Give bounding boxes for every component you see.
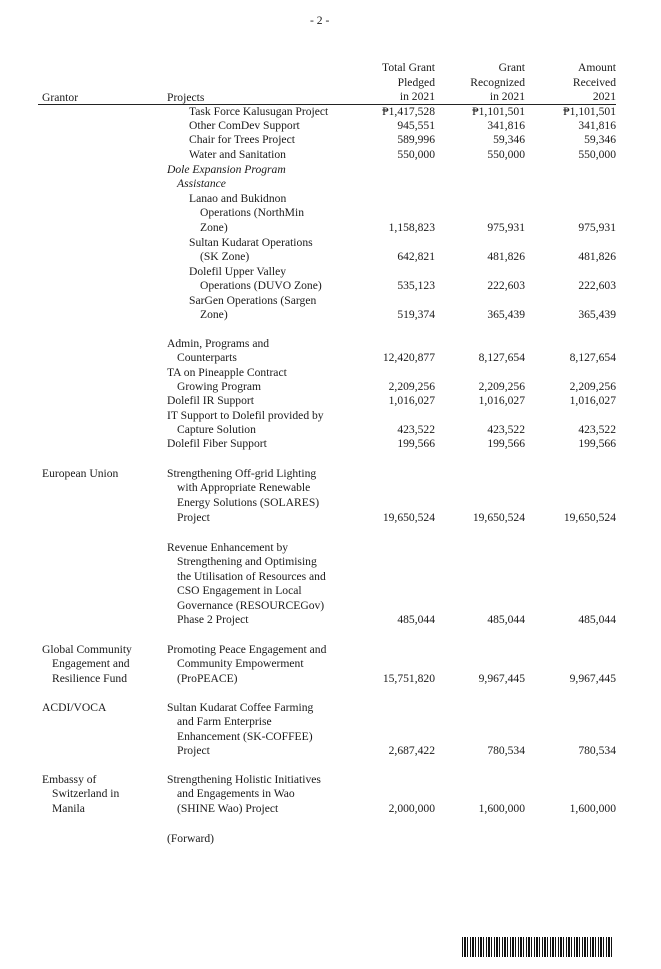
project-name-cont: Strengthening and Optimising bbox=[177, 555, 317, 568]
project-name: Other ComDev Support bbox=[189, 119, 300, 132]
pledged-value: 1,016,027 bbox=[388, 394, 435, 407]
section-heading bbox=[167, 163, 286, 178]
pledged-value: 519,374 bbox=[397, 308, 435, 321]
pledged-value: 19,650,524 bbox=[382, 511, 435, 524]
project-name-cont: Zone) bbox=[200, 308, 228, 321]
received-value: 19,650,524 bbox=[563, 511, 616, 524]
recognized-value: 19,650,524 bbox=[472, 511, 525, 524]
recognized-value: ₱1,101,501 bbox=[472, 105, 525, 118]
project-name: Chair for Trees Project bbox=[189, 133, 295, 146]
recognized-value: 975,931 bbox=[487, 221, 525, 234]
header-line: Total Grant bbox=[382, 61, 435, 74]
project-name-cont: Project bbox=[177, 744, 210, 757]
received-value: 550,000 bbox=[578, 148, 616, 161]
grantor-name-cont: Resilience Fund bbox=[52, 672, 128, 685]
project-name-cont: Zone) bbox=[200, 221, 228, 234]
header-grant-recognized bbox=[470, 61, 525, 105]
project-name: Dolefil IR Support bbox=[167, 394, 254, 407]
project-name: Water and Sanitation bbox=[189, 148, 286, 161]
received-value: 341,816 bbox=[578, 119, 616, 132]
header-line: Received bbox=[572, 75, 616, 89]
grantor-name: Global Community bbox=[42, 643, 132, 656]
pledged-value: 2,687,422 bbox=[388, 744, 435, 757]
pledged-value: 485,044 bbox=[397, 613, 435, 626]
pledged-value: 1,158,823 bbox=[388, 221, 435, 234]
project-name-cont: the Utilisation of Resources and bbox=[177, 570, 326, 583]
recognized-value: 59,346 bbox=[493, 133, 525, 146]
received-value: 423,522 bbox=[578, 423, 616, 436]
forward-note: (Forward) bbox=[167, 832, 215, 845]
pledged-value: 15,751,820 bbox=[382, 672, 435, 685]
project-name-cont: (SHINE Wao) Project bbox=[177, 802, 279, 815]
pledged-value: 423,522 bbox=[397, 423, 435, 436]
project-name-cont: Operations (DUVO Zone) bbox=[200, 279, 322, 292]
received-value: 481,826 bbox=[578, 250, 616, 263]
project-name-cont: Capture Solution bbox=[177, 423, 256, 436]
project-name: Task Force Kalusugan Project bbox=[189, 105, 329, 118]
pledged-value: 2,000,000 bbox=[388, 802, 435, 815]
pledged-value: 589,996 bbox=[397, 133, 435, 146]
project-name-cont: Operations (NorthMin bbox=[200, 206, 305, 219]
header-grantor: Grantor bbox=[42, 91, 79, 104]
grantor-name: European Union bbox=[42, 467, 119, 480]
grantor-name: Embassy of bbox=[42, 773, 97, 786]
recognized-value: 2,209,256 bbox=[478, 380, 525, 393]
project-name-cont: and Farm Enterprise bbox=[177, 715, 272, 728]
project-name: Lanao and Bukidnon bbox=[189, 192, 287, 205]
project-name: Dolefil Fiber Support bbox=[167, 437, 267, 450]
received-value: 365,439 bbox=[578, 308, 616, 321]
recognized-value: 199,566 bbox=[487, 437, 525, 450]
project-name-cont: Energy Solutions (SOLARES) bbox=[177, 496, 320, 509]
header-line: in 2021 bbox=[399, 90, 435, 104]
pledged-value: 945,551 bbox=[397, 119, 435, 132]
recognized-value: 8,127,654 bbox=[478, 351, 525, 364]
header-line: in 2021 bbox=[489, 90, 525, 104]
project-name-cont: (SK Zone) bbox=[200, 250, 250, 263]
project-name-cont: Community Empowerment bbox=[177, 657, 304, 670]
pledged-value: ₱1,417,528 bbox=[382, 105, 435, 118]
project-name-cont: (ProPEACE) bbox=[177, 672, 238, 685]
pledged-value: 199,566 bbox=[397, 437, 435, 450]
header-line: Recognized bbox=[470, 75, 525, 89]
recognized-value: 423,522 bbox=[487, 423, 525, 436]
recognized-value: 1,016,027 bbox=[478, 394, 525, 407]
received-value: 8,127,654 bbox=[569, 351, 616, 364]
project-name-cont: with Appropriate Renewable bbox=[177, 481, 311, 494]
header-line: 2021 bbox=[592, 90, 616, 104]
received-value: 59,346 bbox=[584, 133, 616, 146]
received-value: 199,566 bbox=[578, 437, 616, 450]
grantor-name-cont: Manila bbox=[52, 802, 85, 815]
project-name-cont: CSO Engagement in Local bbox=[177, 584, 302, 597]
received-value: ₱1,101,501 bbox=[563, 105, 616, 118]
received-value: 222,603 bbox=[578, 279, 616, 292]
project-name-cont: Phase 2 Project bbox=[177, 613, 249, 626]
project-name-cont: Project bbox=[177, 511, 210, 524]
page-number: - 2 - bbox=[310, 14, 330, 27]
barcode-image bbox=[462, 937, 612, 957]
project-name-cont: and Engagements in Wao bbox=[177, 787, 295, 800]
header-projects: Projects bbox=[167, 91, 205, 104]
heading-line: Dole Expansion Program bbox=[167, 163, 286, 176]
project-name-cont: Growing Program bbox=[177, 380, 262, 393]
project-name: Admin, Programs and bbox=[167, 337, 270, 350]
received-value: 2,209,256 bbox=[569, 380, 616, 393]
project-name: SarGen Operations (Sargen bbox=[189, 294, 317, 307]
project-name: IT Support to Dolefil provided by bbox=[167, 409, 324, 422]
received-value: 485,044 bbox=[578, 613, 616, 626]
recognized-value: 481,826 bbox=[487, 250, 525, 263]
section-heading bbox=[177, 177, 226, 192]
received-value: 9,967,445 bbox=[569, 672, 616, 685]
grantor-name-cont: Engagement and bbox=[52, 657, 130, 670]
received-value: 1,016,027 bbox=[569, 394, 616, 407]
recognized-value: 341,816 bbox=[487, 119, 525, 132]
header-line: Amount bbox=[577, 61, 616, 74]
grantor-name: ACDI/VOCA bbox=[42, 701, 107, 714]
project-name: Sultan Kudarat Coffee Farming bbox=[167, 701, 314, 714]
recognized-value: 365,439 bbox=[487, 308, 525, 321]
pledged-value: 535,123 bbox=[397, 279, 435, 292]
project-name-cont: Enhancement (SK-COFFEE) bbox=[177, 730, 313, 743]
grantor-name-cont: Switzerland in bbox=[52, 787, 120, 800]
recognized-value: 1,600,000 bbox=[478, 802, 525, 815]
header-amount-received bbox=[573, 61, 616, 105]
heading-line: Assistance bbox=[177, 177, 226, 190]
project-name: Sultan Kudarat Operations bbox=[189, 236, 313, 249]
pledged-value: 2,209,256 bbox=[388, 380, 435, 393]
recognized-value: 222,603 bbox=[487, 279, 525, 292]
header-line: Pledged bbox=[397, 75, 435, 89]
project-name: Revenue Enhancement by bbox=[167, 541, 289, 554]
recognized-value: 780,534 bbox=[487, 744, 525, 757]
pledged-value: 642,821 bbox=[397, 250, 435, 263]
project-name: Promoting Peace Engagement and bbox=[167, 643, 327, 656]
recognized-value: 485,044 bbox=[487, 613, 525, 626]
header-line: Grant bbox=[498, 61, 525, 74]
project-name: Strengthening Holistic Initiatives bbox=[167, 773, 321, 786]
project-name: Strengthening Off-grid Lighting bbox=[167, 467, 317, 480]
pledged-value: 12,420,877 bbox=[382, 351, 435, 364]
project-name: TA on Pineapple Contract bbox=[167, 366, 287, 379]
pledged-value: 550,000 bbox=[397, 148, 435, 161]
recognized-value: 9,967,445 bbox=[478, 672, 525, 685]
received-value: 1,600,000 bbox=[569, 802, 616, 815]
received-value: 975,931 bbox=[578, 221, 616, 234]
header-total-grant-pledged bbox=[382, 61, 435, 105]
project-name-cont: Governance (RESOURCEGov) bbox=[177, 599, 325, 612]
project-name: Dolefil Upper Valley bbox=[189, 265, 287, 278]
recognized-value: 550,000 bbox=[487, 148, 525, 161]
project-name-cont: Counterparts bbox=[177, 351, 237, 364]
received-value: 780,534 bbox=[578, 744, 616, 757]
